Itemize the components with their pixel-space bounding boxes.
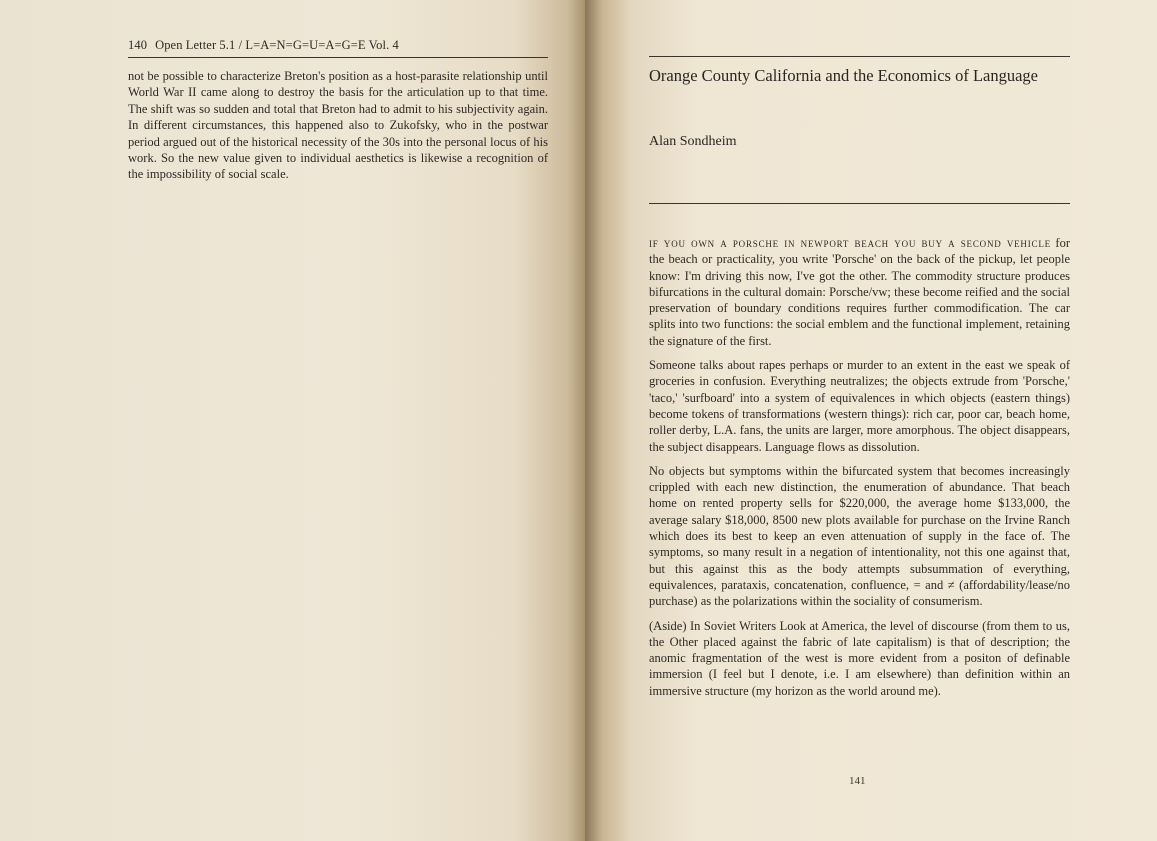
title-bottom-rule	[649, 203, 1070, 204]
running-head-rule	[128, 57, 548, 58]
paragraph-1	[649, 235, 1070, 349]
right-page	[585, 0, 1157, 841]
article-title: Orange County California and the Economics of Language	[649, 66, 1039, 85]
running-head-title: Open Letter 5.1 / L=A=N=G=U=A=G=E Vol. 4	[155, 38, 399, 52]
paragraph-3: No objects but symptoms within the bifurcated system that becomes increasingly crippled with each new distinction, the enumeration of abundance. That beach home on rented property sells for $220,000, the average home $133,000, the average salary $18,000, 8500 new plots available for purchase on the Irvine Ranch which does its best to keep an even attenuation of supply in the face of. The symptoms, so many result in a negation of intentionality, not this one against that, but this against this as the body attempts subsummation of everything, equivalences, parataxis, concatenation, confluence, = and ≠ (affordability/lease/no purchase) as the polarizations within the sociality of consumerism.	[649, 463, 1070, 609]
right-page-number: 141	[849, 775, 866, 787]
left-page-paragraph: not be possible to characterize Breton's position as a host-parasite relationship until World War II came along to destroy the basis for the articulation up to that time. The shift was so sudden and total that Breton had to admit to his subjectivity again. In different circumstances, this happened also to Zukofsky, who in the postwar period argued out of the historical necessity of the 30s into the personal locus of his work. So the new value given to individual aesthetics is likewise a recognition of the impossibility of social scale.	[128, 69, 548, 182]
paragraph-4: (Aside) In Soviet Writers Look at America, the level of discourse (from them to us, the Other placed against the fabric of late capitalism) is that of description; the anomic fragmentation of the west is more evident from a positon of definable immersion (I feel but I denote, i.e. I am elsewhere) than definition within an immersive structure (my horizon as the world around me).	[649, 618, 1070, 698]
title-top-rule	[649, 56, 1070, 57]
left-page-number: 140	[128, 38, 148, 52]
article-author: Alan Sondheim	[649, 134, 737, 149]
opening-small-caps: if you own a porsche in newport beach you buy a second vehicle	[649, 236, 1051, 250]
article-body	[649, 235, 1070, 707]
paragraph-1-text: for the beach or practicality, you write 'Porsche' on the back of the pickup, let people know: I'm driving this now, I've got the other. The commodity structure produces bifurcations in the cultural domain: Porsche/vw; these become reified and the social preservation of boundary conditions requires further commodification. The car splits into two functions: the social emblem and the functional implement, retaining the signature of the first.	[649, 236, 1071, 348]
running-head	[128, 38, 548, 53]
paragraph-2: Someone talks about rapes perhaps or murder to an extent in the east we speak of groceries in confusion. Everything neutralizes; the objects extrude from 'Porsche,' 'taco,' 'surfboard' into a system of equivalences in which objects (eastern things) become tokens of transformations (western things): rich car, poor car, beach home, roller derby, L.A. fans, the units are larger, more amorphous. The object disappears, the subject disappears. Language flows as dissolution.	[649, 358, 1070, 454]
